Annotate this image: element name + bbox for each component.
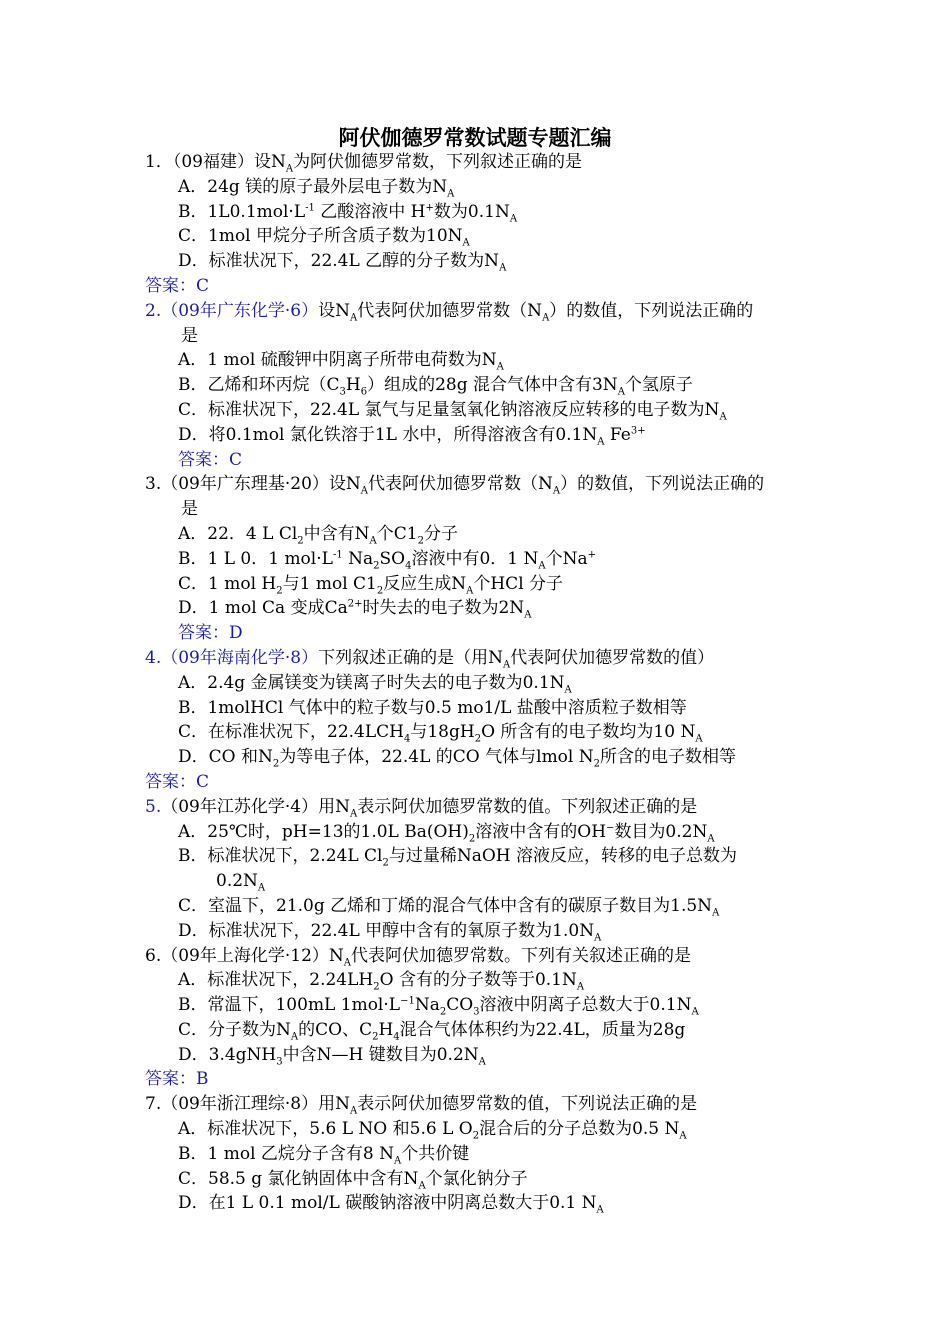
- answer-key: 答案：B: [145, 1069, 209, 1090]
- answer-key: 答案：D: [178, 623, 243, 644]
- answer-option: B．1molHCl 气体中的粒子数与0.5 mo1/L 盐酸中溶质粒子数相等: [178, 697, 687, 718]
- answer-option: B．$1L0.1mol\cdot L^{-1}$ 乙酸溶液中 H+数为$0.1N_A$: [178, 201, 518, 224]
- answer-key: 答案：C: [178, 449, 243, 470]
- question-stem-continued: 是: [181, 325, 198, 346]
- answer-option: D．标准状况下，22.4L 甲醇中含有的氧原子数为$1.0N_A$: [178, 920, 602, 944]
- answer-option: A．24g 镁的原子最外层电子数为$N_A$: [178, 176, 455, 200]
- answer-option: C．标准状况下，22.4L 氯气与足量氢氧化钠溶液反应转移的电子数为$N_A$: [178, 399, 727, 423]
- answer-option: B．1 mol 乙烷分子含有8 $N_A$个共价键: [178, 1143, 470, 1167]
- answer-option: A．标准状况下，5.6 L NO 和5.6 L $O_2$混合后的分子总数为0.5 $N_A$: [178, 1119, 687, 1142]
- answer-option: B．常温下，100mL $1mol\cdot L^{-1}Na_2CO_3$溶液中阴离子总数大于$0.1N_A$: [178, 995, 699, 1018]
- answer-option: A．1 mol 硫酸钾中阴离子所带电荷数为$N_A$: [178, 350, 504, 373]
- answer-option: B．1 L 0．1 $mol\cdot L^{-1}$ $Na_2SO_4$溶液中有0．1 $N_A$个Na+: [178, 548, 597, 572]
- answer-key: 答案：C: [145, 771, 210, 792]
- answer-option: A．2.4g 金属镁变为镁离子时失去的电子数为$0.1N_A$: [178, 672, 572, 696]
- answer-option: D．标准状况下，22.4L 乙醇的分子数为$N_A$: [178, 251, 507, 274]
- document-body: [145, 150, 835, 1216]
- question-stem: 6.（09年上海化学$\cdot 12)N_A$代表阿伏加德罗常数。下列有关叙述正确的是: [145, 945, 691, 968]
- document-title: 阿伏伽德罗常数试题专题汇编: [338, 125, 612, 150]
- answer-option: D．CO 和$N_2$为等电子体，22.4L 的CO 气体与lmol $N_2$所含的电子数相等: [178, 747, 737, 770]
- answer-option: A．22．4 L $Cl_2$中含有$N_A$个$C1_2$分子: [178, 523, 458, 547]
- question-stem: 1．（09福建）设$N_A$为阿伏伽德罗常数，下列叙述正确的是: [145, 152, 583, 175]
- question-stem: 3.（09年广东理基·20）设$N_A$代表阿伏加德罗常数$(N_A)$的数值，下列说法正确的: [145, 474, 765, 497]
- answer-option: A．标准状况下，$2.24LH_2O$ 含有的分子数等于$0.1N_A$: [178, 970, 585, 993]
- answer-option: D．将0.1mol 氯化铁溶于1L 水中，所得溶液含有$0.1N_A$ $Fe^{3+}$: [178, 424, 646, 448]
- answer-option: C．1 mol $H_2$与1 mol $C1_2$反应生成$N_A$个HCl 分子: [178, 573, 564, 596]
- answer-option: B．标准状况下，2.24L $Cl_2$与过量稀NaOH 溶液反应，转移的电子总数为: [178, 846, 738, 869]
- answer-option: C．分子数为$N_A$的CO、$C_2H_4$混合气体体积约为22.4L，质量为28g: [178, 1019, 686, 1043]
- question-stem-continued: 是: [181, 499, 198, 520]
- answer-key: 答案：C: [145, 275, 210, 296]
- question-stem: 4.（09年海南化学·8）下列叙述正确的是（用$N_A$代表阿伏加德罗常数的值）: [145, 647, 715, 671]
- answer-option: C．58.5 g 氯化钠固体中含有$N_A$个氯化钠分子: [178, 1168, 528, 1192]
- question-stem: 7.（09年浙江理综·8）用$N_A$表示阿伏加德罗常数的值，下列说法正确的是: [145, 1094, 698, 1117]
- answer-option: D．3.4gNH$_3$中含N—H 键数目为$0.2N_A$: [178, 1044, 486, 1068]
- answer-option: C．在标准状况下，$22.4LCH_4$与$18gH_2O$ 所含有的电子数均为10 $N_A$: [178, 722, 703, 745]
- question-stem: 5.（09年江苏化学·4）用$N_A$表示阿伏加德罗常数的值。下列叙述正确的是: [145, 796, 698, 820]
- answer-option: D．在1 L 0.1 mol/L 碳酸钠溶液中阴离总数大于0.1 $N_A$: [178, 1193, 604, 1216]
- answer-option: D．1 mol Ca 变成$Ca^{2+}$时失去的电子数为$2N_A$: [178, 598, 532, 621]
- answer-option: C．室温下，21.0g 乙烯和丁烯的混合气体中含有的碳原子数目为$1.5N_A$: [178, 895, 720, 919]
- answer-option: B．乙烯和环丙烷$(C_3H_6)$组成的28g 混合气体中含有$3N_A$个氢原子: [178, 375, 693, 398]
- answer-option: C．1mol 甲烷分子所含质子数为$10N_A$: [178, 226, 470, 249]
- option-continued: $0.2N_A$: [216, 871, 266, 894]
- answer-option: A．25℃时，pH=13的1.0L $Ba(OH)_2$溶液中含有的OH−数目为$0.2N_A$: [178, 821, 715, 844]
- question-stem: 2.（09年广东化学·6）设$N_A$代表阿伏加德罗常数$(N_A)$的数值，下列说法正确的: [145, 300, 754, 324]
